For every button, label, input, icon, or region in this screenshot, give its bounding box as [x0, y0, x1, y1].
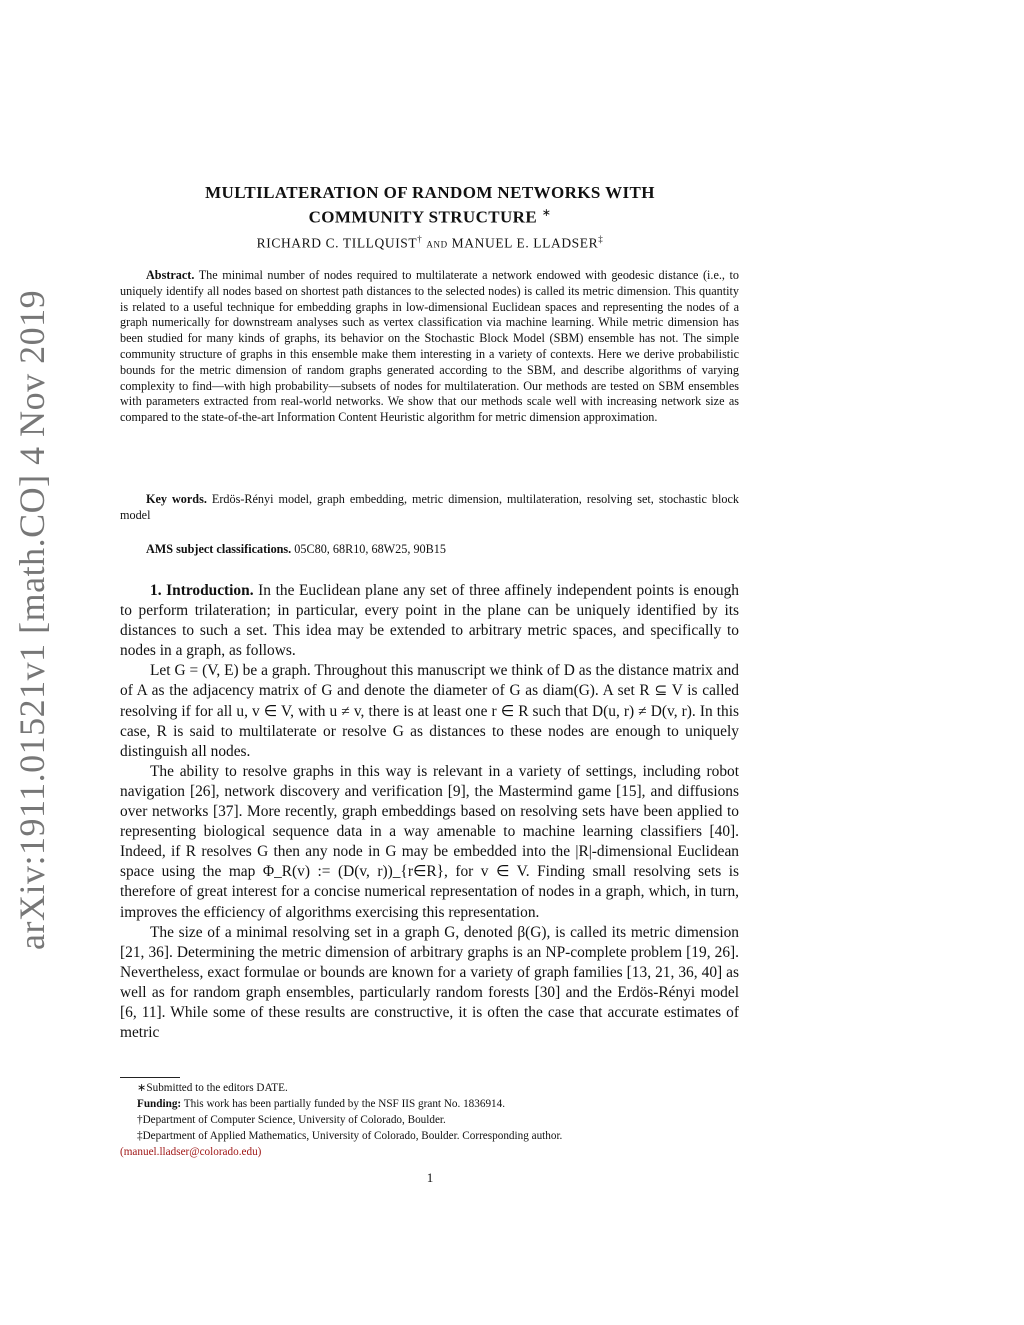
paragraph-2: Let G = (V, E) be a graph. Throughout this manuscript we think of D as the distance matrix and of A as the adjacency matrix of G and denote the diameter of G as diam(G). A set R ⊆ V is called resolving if for all u, v ∈ V, with u ≠ v, there is at least one r ∈ R such that D(u, r) ≠ D(v, r). In this case, R is said to multilaterate or resolve G as distances to these nodes are enough to uniquely distinguish all nodes. — [120, 662, 739, 760]
title-footnote-mark: ∗ — [541, 207, 552, 219]
author-and: and — [426, 235, 448, 251]
footnote-affiliation-1: †Department of Computer Science, University of Colorado, Boulder. — [137, 1114, 446, 1126]
ams-classifications — [146, 542, 446, 557]
keywords-label: Key words. — [146, 492, 207, 506]
abstract — [120, 268, 739, 426]
paragraph-3: The ability to resolve graphs in this way is relevant in a variety of settings, including robot navigation [26], network discovery and verification [9], the Mastermind game [15], and diffusions over networks [37]. More recently, graph embeddings based on resolving sets have been applied to representing biological sequence data in a way amenable to machine learning classifiers [40]. Indeed, if R resolves G then any node in G may be embedded into the |R|-dimensional Euclidean space using the map Φ_R(v) := (D(v, r))_{r∈R}, for v ∈ V. Finding small resolving sets is therefore of great interest for a concise numerical representation of nodes in a graph, which, in turn, improves the efficiency of algorithms exercising this representation. — [120, 762, 739, 921]
arxiv-stamp: arXiv:1911.01521v1 [math.CO] 4 Nov 2019 — [12, 289, 52, 950]
author-2: MANUEL E. LLADSER — [451, 235, 599, 251]
email-link[interactable]: (manuel.lladser@colorado.edu) — [120, 1146, 262, 1158]
title-line-1: MULTILATERATION OF RANDOM NETWORKS WITH — [205, 183, 655, 202]
page-number: 1 — [426, 1170, 434, 1185]
footnote-submitted: ∗Submitted to the editors DATE. — [137, 1082, 288, 1094]
section-heading: 1. Introduction. — [150, 582, 254, 599]
authors: RICHARD C. TILLQUIST† and MANUEL E. LLADSER‡ — [256, 234, 604, 251]
paper-title — [120, 182, 740, 228]
footnote-affiliation-2: ‡Department of Applied Mathematics, University of Colorado, Boulder. Corresponding author. — [137, 1130, 563, 1142]
author-1: RICHARD C. TILLQUIST — [256, 235, 418, 251]
paragraph-4: The size of a minimal resolving set in a graph G, denoted β(G), is called its metric dimension [21, 36]. Determining the metric dimension of arbitrary graphs is an NP-complete problem [19, 26]. Nevertheless, exact formulae or bounds are known for a variety of graph families [13, 21, 36, 40] as well as for random graph ensembles, particularly random forests [30] and the Erdös-Rényi model [6, 11]. While some of these results are constructive, it is often the case that accurate estimates of metric — [120, 923, 739, 1042]
ams-text: 05C80, 68R10, 68W25, 90B15 — [294, 542, 446, 556]
ams-label: AMS subject classifications. — [146, 542, 292, 556]
paragraph-1: In the Euclidean plane any set of three affinely independent points is enough to perform trilateration; in particular, every point in the plane can be uniquely identified by its distances to such a set. This idea may be extended to arbitrary metric spaces, and specifically to nodes in a graph, as follows. — [120, 582, 739, 660]
funding-label: Funding: — [137, 1098, 182, 1110]
abstract-text: The minimal number of nodes required to multilaterate a network endowed with geodesic distance (i.e., to uniquely identify all nodes based on shortest path distances to the selected nodes) is called its metric dimension. This quantity is related to a useful technique for embedding graphs in low-dimensional Euclidean spaces and representing the nodes of a graph numerically for downstream analyses such as vertex classification via machine learning. While metric dimension has been studied for many kinds of graphs, its behavior on the Stochastic Block Model (SBM) ensemble has not. The simple community structure of graphs in this ensemble make them interesting in a variety of contexts. Here we derive probabilistic bounds for the metric dimension of random graphs generated according to the SBM, and describe algorithms of varying complexity to find—with high probability—subsets of nodes for multilateration. Our methods are tested on SBM ensembles with parameters extracted from real-world networks. We show that our methods scale well with increasing network size as compared to the state-of-the-art Information Content Heuristic algorithm for metric dimension approximation. — [120, 268, 739, 425]
abstract-label: Abstract. — [146, 268, 195, 282]
keywords — [120, 492, 739, 524]
footnote-rule — [120, 1077, 180, 1078]
funding-text: This work has been partially funded by the NSF IIS grant No. 1836914. — [183, 1098, 506, 1110]
title-line-2: COMMUNITY STRUCTURE — [308, 207, 538, 227]
footnotes — [120, 1080, 739, 1160]
keywords-text: Erdös-Rényi model, graph embedding, metric dimension, multilateration, resolving set, stochastic block model — [120, 492, 739, 522]
introduction-section — [120, 581, 739, 1043]
